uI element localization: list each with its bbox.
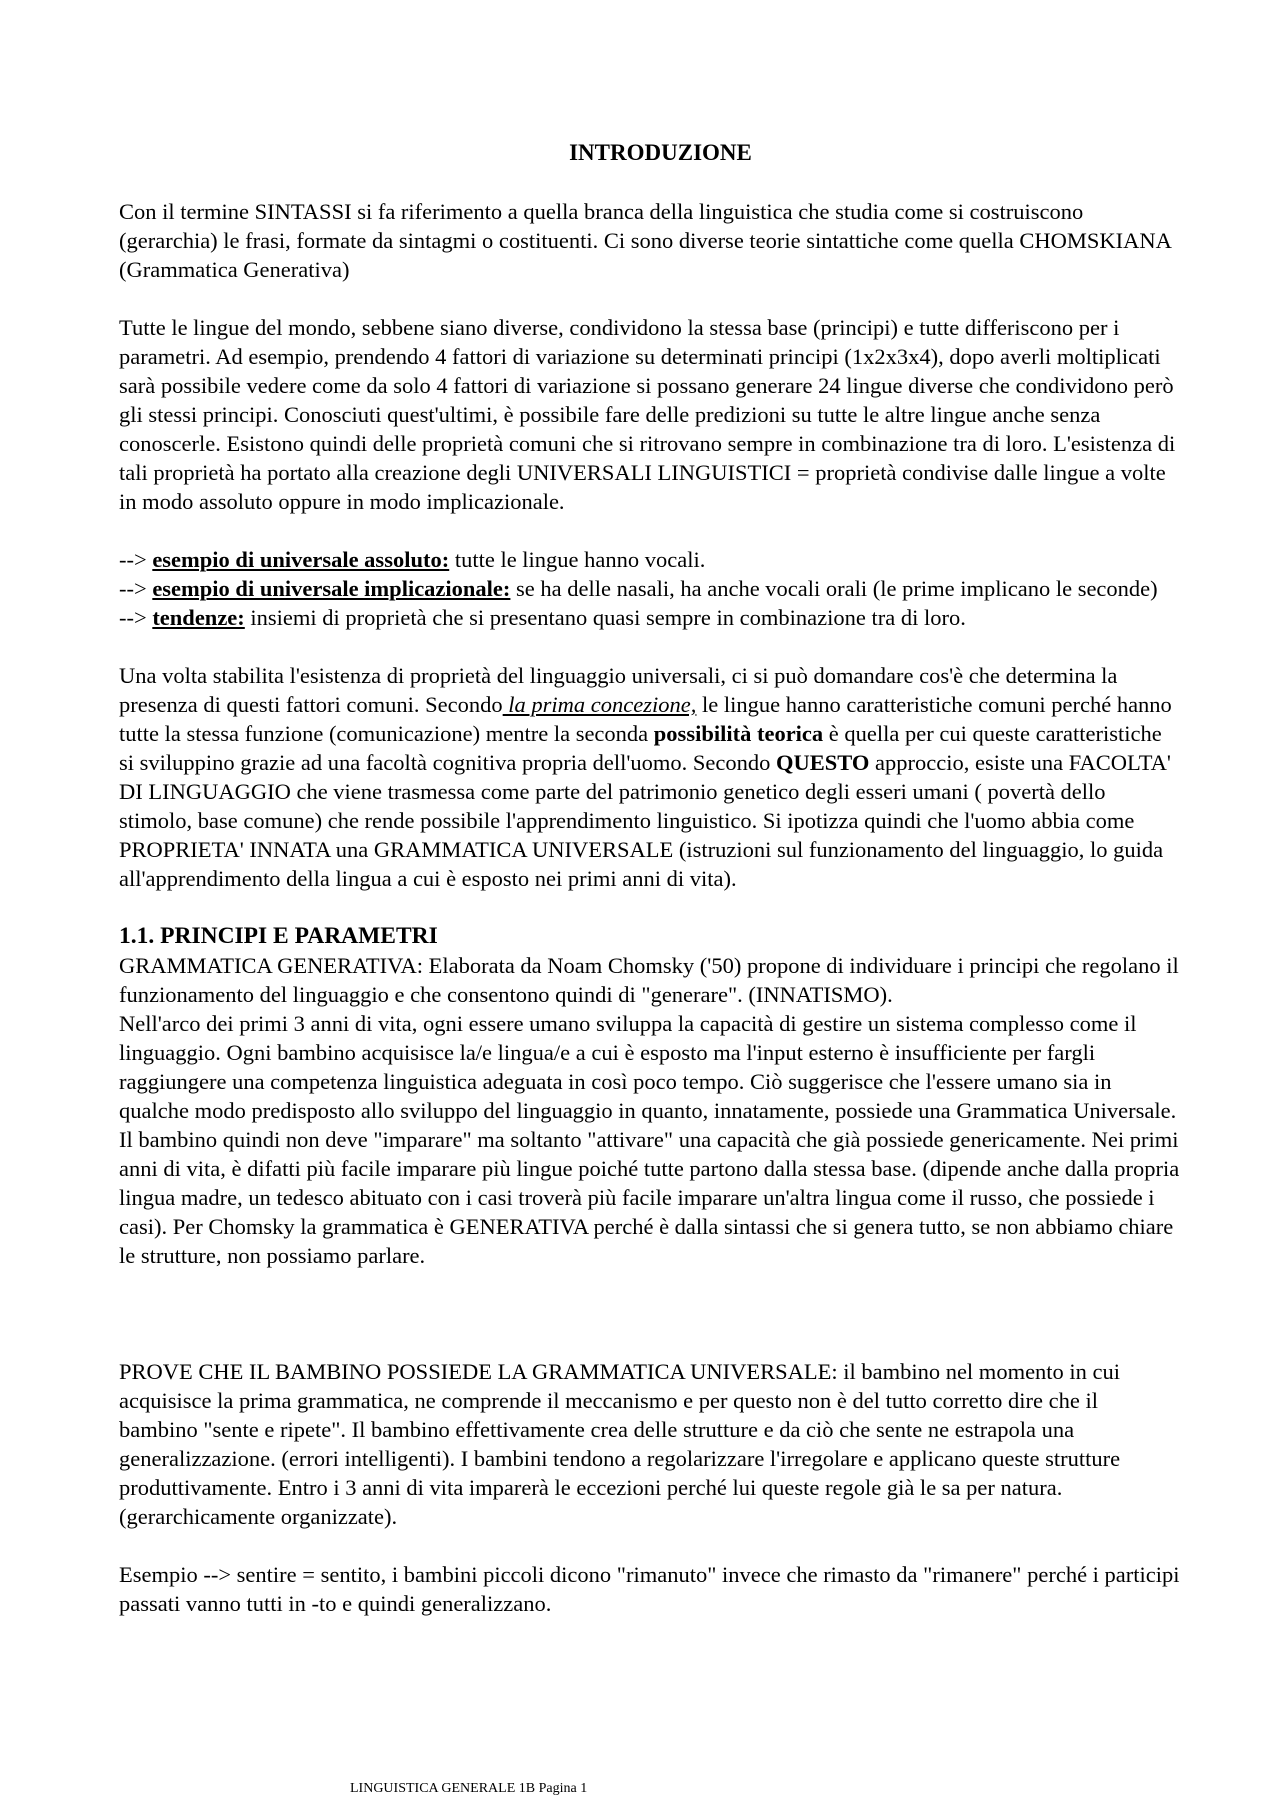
text-run: Una volta stabilita l'esistenza di proprietà del linguaggio universali, ci si può domandare cos'è che determina la presenza di questi fattori comuni. Secondo: [119, 663, 1118, 717]
section-heading: 1.1. PRINCIPI E PARAMETRI: [119, 923, 438, 949]
arrow-text: -->: [119, 605, 153, 630]
emphasis-prima-concezione: la prima concezione,: [502, 692, 697, 717]
text-run: le lingue hanno caratteristiche comuni perché hanno tutte la stessa funzione (comunicazione) mentre la seconda: [119, 692, 1172, 746]
examples-list: [119, 545, 1180, 632]
paragraph-esempio: Esempio --> sentire = sentito, i bambini piccoli dicono "rimanuto" invece che rimasto da "rimanere" perché i participi passati vanno tutti in -to e quindi generalizzano.: [119, 1562, 1180, 1616]
example-assoluto: [119, 545, 1180, 574]
example-implicazionale: [119, 574, 1180, 603]
arrow-text: -->: [119, 576, 153, 601]
example-label: esempio di universale implicazionale:: [152, 576, 511, 601]
paragraph-arco-primi-anni: Nell'arco dei primi 3 anni di vita, ogni essere umano sviluppa la capacità di gestire un sistema complesso come il linguaggio. Ogni bambino acquisisce la/e lingua/e a cui è esposto ma l'input esterno è insufficiente per fargli raggiungere una competenza linguistica adeguata in così poco tempo. Ciò suggerisce che l'essere umano sia in qualche modo predisposto allo sviluppo del linguaggio in quanto, innatamente, possiede una Grammatica Universale. Il bambino quindi non deve "imparare" ma soltanto "attivare" una capacità che già possiede genericamente. Nei primi anni di vita, è difatti più facile imparare più lingue poiché tutte partono dalla stessa base. (dipende anche dalla propria lingua madre, un tedesco abituato con i casi troverà più facile imparare un'altra lingua come il russo, che possiede i casi). Per Chomsky la grammatica è GENERATIVA perché è dalla sintassi che si genera tutto, se non abbiamo chiare le strutture, non possiamo parlare.: [119, 1011, 1180, 1268]
paragraph-universali: Tutte le lingue del mondo, sebbene siano diverse, condividono la stessa base (principi) e tutte differiscono per i parametri. Ad esempio, prendendo 4 fattori di variazione su determinati principi (1x2x3x4), dopo averli moltiplicati sarà possibile vedere come da solo 4 fattori di variazione si possano generare 24 lingue diverse che condividono però gli stessi principi. Conosciuti quest'ultimi, è possibile fare delle predizioni su tutte le altre lingue anche senza conoscerle. Esistono quindi delle proprietà comuni che si ritrovano sempre in combinazione tra di loro. L'esistenza di tali proprietà ha portato alla creazione degli UNIVERSALI LINGUISTICI = proprietà condivise dalle lingue a volte in modo assoluto oppure in modo implicazionale.: [119, 315, 1176, 514]
text-run: è quella per cui queste caratteristiche si sviluppino grazie ad una facoltà cognitiva propria dell'uomo. Secondo: [119, 721, 1162, 775]
emphasis-possibilita-teorica: possibilità teorica: [653, 721, 824, 746]
example-text: se ha delle nasali, ha anche vocali orali (le prime implicano le seconde): [510, 576, 1158, 601]
example-label: tendenze:: [152, 605, 245, 630]
paragraph-grammatica-generativa: GRAMMATICA GENERATIVA: Elaborata da Noam Chomsky ('50) propone di individuare i principi che regolano il funzionamento del linguaggio e che consentono quindi di "generare". (INNATISMO).: [119, 953, 1179, 1007]
emphasis-questo: QUESTO: [776, 750, 870, 775]
example-text: insiemi di proprietà che si presentano quasi sempre in combinazione tra di loro.: [244, 605, 966, 630]
example-text: tutte le lingue hanno vocali.: [449, 547, 706, 572]
arrow-text: -->: [119, 547, 153, 572]
text-run: approccio, esiste una FACOLTA' DI LINGUAGGIO che viene trasmessa come parte del patrimonio genetico degli esseri umani ( povertà dello stimolo, base comune) che rende possibile l'apprendimento linguistico. Si ipotizza quindi che l'uomo abbia come PROPRIETA' INNATA una GRAMMATICA UNIVERSALE (istruzioni sul funzionamento del linguaggio, lo guida all'apprendimento della lingua a cui è esposto nei primi anni di vita).: [119, 750, 1171, 891]
example-tendenze: [119, 603, 1180, 632]
paragraph-prove: PROVE CHE IL BAMBINO POSSIEDE LA GRAMMATICA UNIVERSALE: il bambino nel momento in cui acquisisce la prima grammatica, ne comprende il meccanismo e per questo non è del tutto corretto dire che il bambino "sente e ripete". Il bambino effettivamente crea delle strutture e da ciò che sente ne estrapola una generalizzazione. (errori intelligenti). I bambini tendono a regolarizzare l'irregolare e applicano queste strutture produttivamente. Entro i 3 anni di vita imparerà le eccezioni perché lui queste regole già le sa per natura. (gerarchicamente organizzate).: [119, 1359, 1121, 1529]
example-label: esempio di universale assoluto:: [152, 547, 450, 572]
paragraph-sintassi: Con il termine SINTASSI si fa riferimento a quella branca della linguistica che studia come si costruiscono (gerarchia) le frasi, formate da sintagmi o costituenti. Ci sono diverse teorie sintattiche come quella CHOMSKIANA (Grammatica Generativa): [119, 199, 1171, 282]
page-title: INTRODUZIONE: [569, 140, 752, 165]
page-footer: LINGUISTICA GENERALE 1B Pagina 1: [350, 1781, 588, 1796]
paragraph-facolta-linguaggio: [119, 661, 1180, 893]
